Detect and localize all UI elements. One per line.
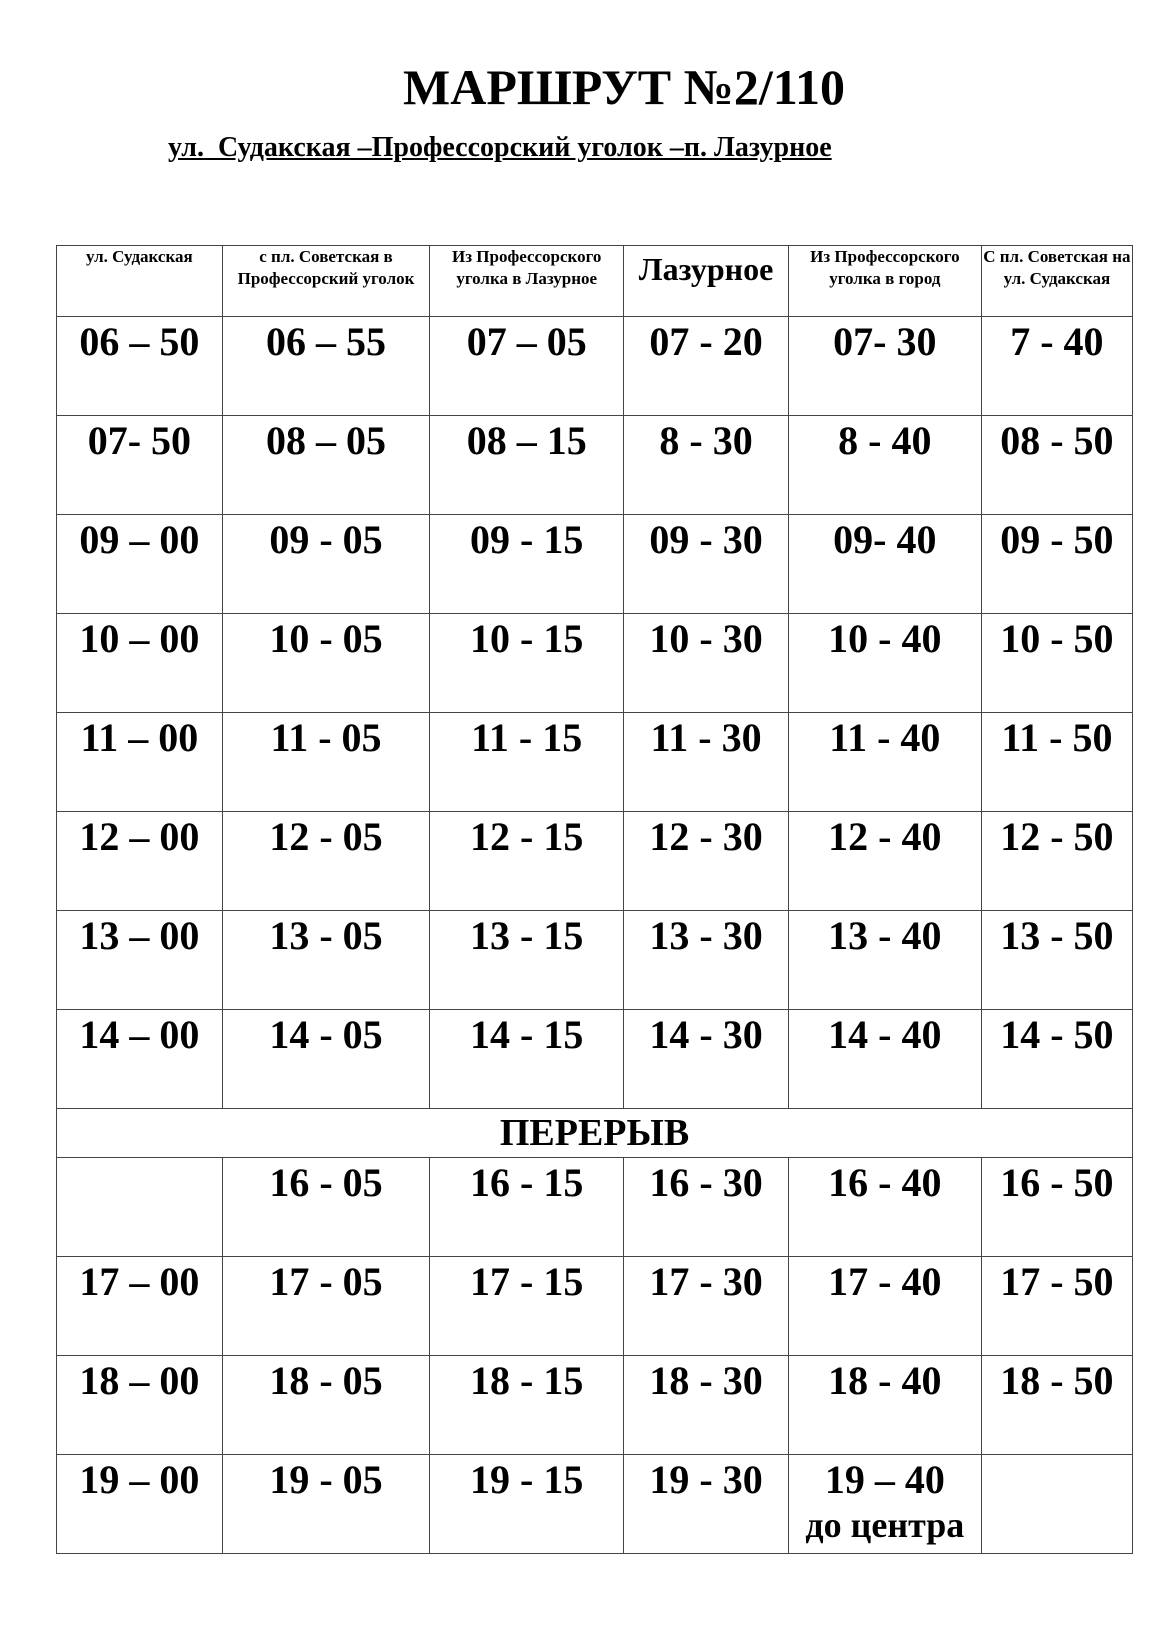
time-value: 11 - 30 xyxy=(650,715,762,760)
time-value: 7 - 40 xyxy=(1010,319,1104,364)
time-cell xyxy=(788,812,981,911)
column-header: Из Профессорского уголка в Лазурное xyxy=(430,246,624,317)
time-value: 08 - 50 xyxy=(1000,418,1114,463)
time-value: 19 - 05 xyxy=(269,1457,383,1502)
time-cell xyxy=(788,614,981,713)
time-cell xyxy=(981,1257,1132,1356)
time-cell xyxy=(430,1455,624,1554)
time-value: 14 - 40 xyxy=(828,1012,942,1057)
time-cell xyxy=(788,1455,981,1554)
table-row xyxy=(57,1257,1133,1356)
time-value: 16 - 05 xyxy=(269,1160,383,1205)
time-cell xyxy=(624,416,789,515)
time-value: 12 - 50 xyxy=(1000,814,1114,859)
table-row xyxy=(57,515,1133,614)
time-cell xyxy=(624,1455,789,1554)
time-value: 17 – 00 xyxy=(79,1259,200,1304)
time-cell xyxy=(430,1356,624,1455)
time-cell xyxy=(222,1158,429,1257)
time-cell xyxy=(981,416,1132,515)
time-cell xyxy=(624,812,789,911)
time-value: 11 - 05 xyxy=(270,715,382,760)
time-cell xyxy=(624,911,789,1010)
time-cell xyxy=(57,614,223,713)
time-value: 13 - 50 xyxy=(1000,913,1114,958)
time-value: 17 - 50 xyxy=(1000,1259,1114,1304)
time-cell xyxy=(430,1158,624,1257)
time-cell xyxy=(624,317,789,416)
route-subtitle: ул. Судакская –Профессорский уголок –п. Лазурное xyxy=(168,132,832,163)
time-cell xyxy=(788,911,981,1010)
time-cell xyxy=(788,515,981,614)
time-cell xyxy=(57,812,223,911)
time-value: 10 - 05 xyxy=(269,616,383,661)
time-value: 19 - 15 xyxy=(470,1457,584,1502)
time-value: 19 - 30 xyxy=(649,1457,763,1502)
time-cell xyxy=(624,713,789,812)
time-cell xyxy=(981,1455,1132,1554)
column-header: Лазурное xyxy=(624,246,789,317)
time-cell xyxy=(222,317,429,416)
time-cell xyxy=(430,416,624,515)
last-trip-note: до центра xyxy=(805,1505,965,1545)
time-cell xyxy=(981,317,1132,416)
time-value: 09- 40 xyxy=(833,517,937,562)
time-cell xyxy=(624,1356,789,1455)
table-row xyxy=(57,812,1133,911)
time-value: 16 - 30 xyxy=(649,1160,763,1205)
time-value: 06 – 50 xyxy=(79,319,200,364)
time-value: 11 - 15 xyxy=(471,715,583,760)
time-cell xyxy=(430,812,624,911)
time-value: 07- 30 xyxy=(833,319,937,364)
time-value: 17 - 05 xyxy=(269,1259,383,1304)
time-cell xyxy=(57,1257,223,1356)
time-value: 14 - 05 xyxy=(269,1012,383,1057)
time-cell xyxy=(430,713,624,812)
time-cell xyxy=(222,812,429,911)
time-cell xyxy=(57,1158,223,1257)
time-value: 18 - 30 xyxy=(649,1358,763,1403)
break-label: ПЕРЕРЫВ xyxy=(57,1109,1133,1158)
time-value: 09 - 05 xyxy=(269,517,383,562)
time-value: 11 – 00 xyxy=(80,715,199,760)
time-cell xyxy=(222,1356,429,1455)
time-value: 13 - 40 xyxy=(828,913,942,958)
time-cell xyxy=(981,1158,1132,1257)
time-cell xyxy=(222,911,429,1010)
table-row xyxy=(57,1158,1133,1257)
time-value: 8 - 40 xyxy=(838,418,932,463)
time-cell xyxy=(981,515,1132,614)
time-cell xyxy=(222,713,429,812)
time-cell xyxy=(624,614,789,713)
time-cell xyxy=(788,317,981,416)
time-value: 17 - 15 xyxy=(470,1259,584,1304)
time-cell xyxy=(981,1356,1132,1455)
table-row xyxy=(57,911,1133,1010)
time-value: 10 - 15 xyxy=(470,616,584,661)
time-value: 07 – 05 xyxy=(466,319,587,364)
time-cell xyxy=(788,1010,981,1109)
route-title: МАРШРУТ №2/110 xyxy=(403,59,845,115)
time-cell xyxy=(57,317,223,416)
table-row xyxy=(57,614,1133,713)
time-cell xyxy=(222,1455,429,1554)
time-value: 09 - 30 xyxy=(649,517,763,562)
break-row xyxy=(57,1109,1133,1158)
time-value: 14 - 30 xyxy=(649,1012,763,1057)
time-cell xyxy=(788,416,981,515)
time-cell xyxy=(981,812,1132,911)
table-row xyxy=(57,1010,1133,1109)
time-cell xyxy=(430,515,624,614)
time-value: 18 - 15 xyxy=(470,1358,584,1403)
header-row xyxy=(57,246,1133,317)
time-value: 09 - 15 xyxy=(470,517,584,562)
column-header: ул. Судакская xyxy=(57,246,223,317)
time-cell xyxy=(624,1257,789,1356)
time-cell xyxy=(57,515,223,614)
time-value: 13 - 30 xyxy=(649,913,763,958)
time-value: 09 - 50 xyxy=(1000,517,1114,562)
time-cell xyxy=(222,416,429,515)
time-value: 14 – 00 xyxy=(79,1012,200,1057)
time-cell xyxy=(788,1158,981,1257)
time-value: 18 - 40 xyxy=(828,1358,942,1403)
time-value: 10 - 40 xyxy=(828,616,942,661)
time-value: 10 - 50 xyxy=(1000,616,1114,661)
column-header: Из Профессорского уголка в город xyxy=(788,246,981,317)
time-cell xyxy=(624,515,789,614)
time-value: 16 - 50 xyxy=(1000,1160,1114,1205)
time-cell xyxy=(788,1257,981,1356)
time-cell xyxy=(430,614,624,713)
time-value: 18 - 05 xyxy=(269,1358,383,1403)
time-cell xyxy=(57,1455,223,1554)
time-value: 13 – 00 xyxy=(79,913,200,958)
time-value: 18 – 00 xyxy=(79,1358,200,1403)
time-value: 06 – 55 xyxy=(266,319,386,364)
time-value: 13 - 05 xyxy=(269,913,383,958)
time-cell xyxy=(57,1356,223,1455)
time-value: 10 – 00 xyxy=(79,616,200,661)
time-value: 10 - 30 xyxy=(649,616,763,661)
time-cell xyxy=(430,1010,624,1109)
time-value: 8 - 30 xyxy=(659,418,753,463)
time-value: 12 - 30 xyxy=(649,814,763,859)
time-cell xyxy=(624,1010,789,1109)
time-value: 17 - 40 xyxy=(828,1259,942,1304)
time-value: 12 - 15 xyxy=(470,814,584,859)
time-cell xyxy=(788,713,981,812)
time-cell xyxy=(57,1010,223,1109)
time-cell xyxy=(57,713,223,812)
time-value: 19 – 00 xyxy=(79,1457,200,1502)
time-cell xyxy=(430,317,624,416)
table-row xyxy=(57,1356,1133,1455)
table-row xyxy=(57,1455,1133,1554)
time-cell xyxy=(981,614,1132,713)
time-cell xyxy=(981,911,1132,1010)
time-cell xyxy=(430,1257,624,1356)
time-cell xyxy=(57,416,223,515)
time-value: 19 – 40 xyxy=(824,1457,945,1502)
time-cell xyxy=(222,1010,429,1109)
table-row xyxy=(57,713,1133,812)
time-value: 13 - 15 xyxy=(470,913,584,958)
time-value: 07- 50 xyxy=(87,418,192,463)
time-cell xyxy=(430,911,624,1010)
time-value: 11 - 40 xyxy=(829,715,941,760)
column-header: с пл. Советская в Профессорский уголок xyxy=(222,246,429,317)
time-value: 09 – 00 xyxy=(79,517,200,562)
time-value: 14 - 15 xyxy=(470,1012,584,1057)
time-value: 08 – 15 xyxy=(466,418,587,463)
table-row xyxy=(57,317,1133,416)
time-cell xyxy=(981,1010,1132,1109)
time-value: 07 - 20 xyxy=(649,319,763,364)
time-cell xyxy=(222,1257,429,1356)
table-row xyxy=(57,416,1133,515)
time-value: 16 - 15 xyxy=(470,1160,584,1205)
time-value: 14 - 50 xyxy=(1000,1012,1114,1057)
time-value: 08 – 05 xyxy=(266,418,386,463)
time-cell xyxy=(57,911,223,1010)
time-value: 12 – 00 xyxy=(79,814,200,859)
time-value: 18 - 50 xyxy=(1000,1358,1114,1403)
time-value: 11 - 50 xyxy=(1001,715,1113,760)
time-value: 17 - 30 xyxy=(649,1259,763,1304)
time-cell xyxy=(788,1356,981,1455)
schedule-table xyxy=(56,245,1133,1554)
time-cell xyxy=(222,515,429,614)
time-cell xyxy=(624,1158,789,1257)
time-cell xyxy=(981,713,1132,812)
time-value: 16 - 40 xyxy=(828,1160,942,1205)
time-value: 12 - 40 xyxy=(828,814,942,859)
time-cell xyxy=(222,614,429,713)
time-value: 12 - 05 xyxy=(269,814,383,859)
column-header: С пл. Советская на ул. Судакская xyxy=(981,246,1132,317)
